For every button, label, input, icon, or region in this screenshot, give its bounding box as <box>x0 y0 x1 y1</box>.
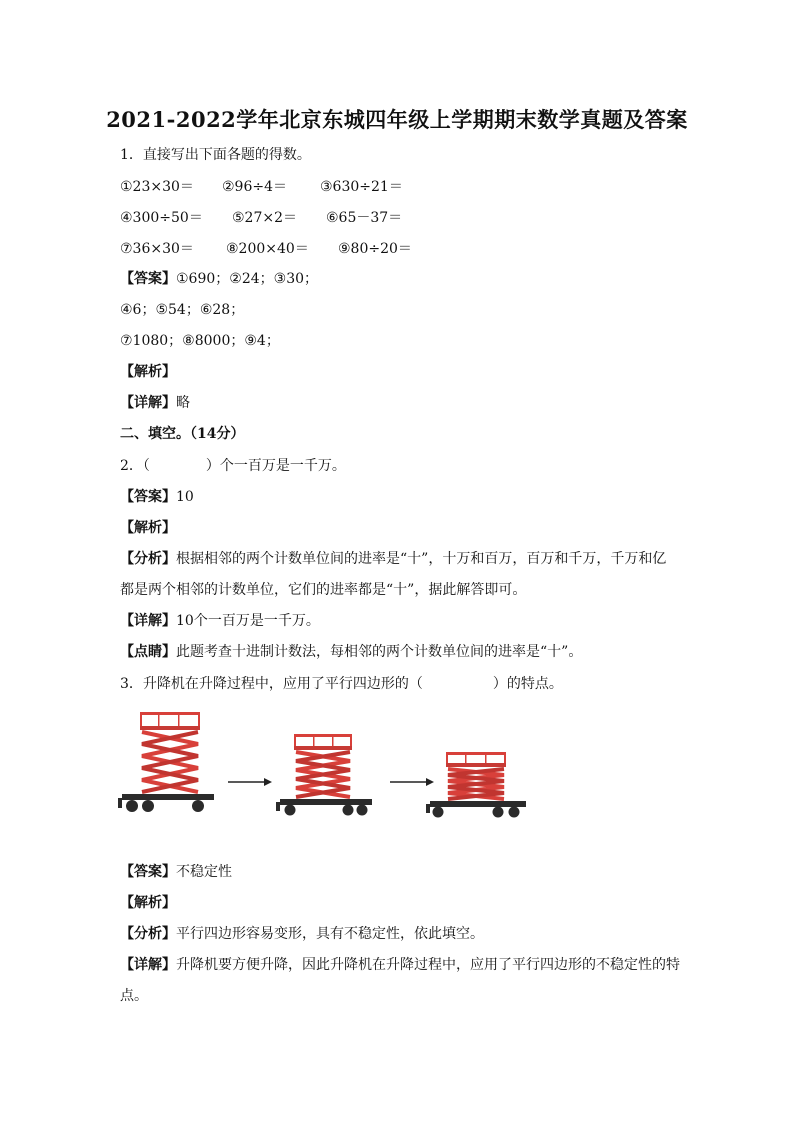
dianjing-text: 此题考查十进制计数法，每相邻的两个计数单位间的进率是“十”。 <box>176 644 583 660</box>
lift-medium-image <box>276 734 372 816</box>
answer-text: 10 <box>176 489 194 505</box>
fenxi-label: 【分析】 <box>120 926 176 942</box>
fenxi-text: 根据相邻的两个计数单位间的进率是“十”，十万和百万，百万和千万，千万和亿 <box>176 551 667 567</box>
section-heading: 二、填空。（14分） <box>120 426 245 442</box>
q3-fenxi-line <box>120 924 484 944</box>
arrow-icon <box>390 778 434 786</box>
scissor-lift-figure <box>118 704 530 824</box>
q2-answer-line <box>120 487 194 507</box>
detail-label: 【详解】 <box>120 957 176 973</box>
q1-answer-line <box>120 269 318 289</box>
q1-item: ③630÷21＝ <box>320 179 403 195</box>
q1-analysis-label: 【解析】 <box>120 364 176 380</box>
q1-item: ①23×30＝ <box>120 179 194 195</box>
scissor-lift-illustration <box>118 704 530 824</box>
lift-low-image <box>426 752 526 818</box>
q3-analysis-label: 【解析】 <box>120 895 176 911</box>
dianjing-label: 【点睛】 <box>120 644 176 660</box>
q3-detail-line <box>120 955 680 975</box>
q1-item: ⑧200×40＝ <box>226 241 309 257</box>
lift-tall-image <box>118 712 214 812</box>
q2-analysis-label: 【解析】 <box>120 520 176 536</box>
q1-answer-line-2: ④6；⑤54；⑥28； <box>120 302 245 318</box>
q1-detail-line <box>120 393 190 413</box>
document-title: 2021-2022学年北京东城四年级上学期期末数学真题及答案 <box>106 107 688 132</box>
detail-label: 【详解】 <box>120 613 176 629</box>
answer-label: 【答案】 <box>120 271 176 287</box>
q2-dianjing-line <box>120 642 582 662</box>
q2-fenxi-line <box>120 549 666 569</box>
fenxi-label: 【分析】 <box>120 551 176 567</box>
q1-answer-line-3: ⑦1080；⑧8000；⑨4； <box>120 333 280 349</box>
q3-prompt: 3．升降机在升降过程中，应用了平行四边形的（ ）的特点。 <box>120 676 563 692</box>
q1-item: ⑦36×30＝ <box>120 241 194 257</box>
detail-text: 略 <box>176 395 190 411</box>
q1-item: ⑨80÷20＝ <box>338 241 412 257</box>
fenxi-text: 平行四边形容易变形，具有不稳定性，依此填空。 <box>176 926 484 942</box>
q1-item: ②96÷4＝ <box>222 179 288 195</box>
detail-text: 升降机要方便升降，因此升降机在升降过程中，应用了平行四边形的不稳定性的特 <box>176 957 680 973</box>
q1-item: ⑥65－37＝ <box>326 210 403 226</box>
q1-item: ④300÷50＝ <box>120 210 203 226</box>
q2-detail-line <box>120 611 320 631</box>
q1-prompt: 1．直接写出下面各题的得数。 <box>120 147 311 163</box>
arrow-icon <box>228 778 272 786</box>
q3-answer-line <box>120 862 232 882</box>
answer-text: 不稳定性 <box>176 864 232 880</box>
answer-text: ①690；②24；③30； <box>176 271 319 287</box>
answer-label: 【答案】 <box>120 864 176 880</box>
answer-label: 【答案】 <box>120 489 176 505</box>
detail-label: 【详解】 <box>120 395 176 411</box>
q1-item: ⑤27×2＝ <box>232 210 298 226</box>
q2-prompt: 2．（ ）个一百万是一千万。 <box>120 458 346 474</box>
q2-fenxi-line-2: 都是两个相邻的计数单位，它们的进率都是“十”，据此解答即可。 <box>120 582 527 598</box>
q3-detail-line-2: 点。 <box>120 988 148 1004</box>
detail-text: 10个一百万是一千万。 <box>176 613 320 629</box>
